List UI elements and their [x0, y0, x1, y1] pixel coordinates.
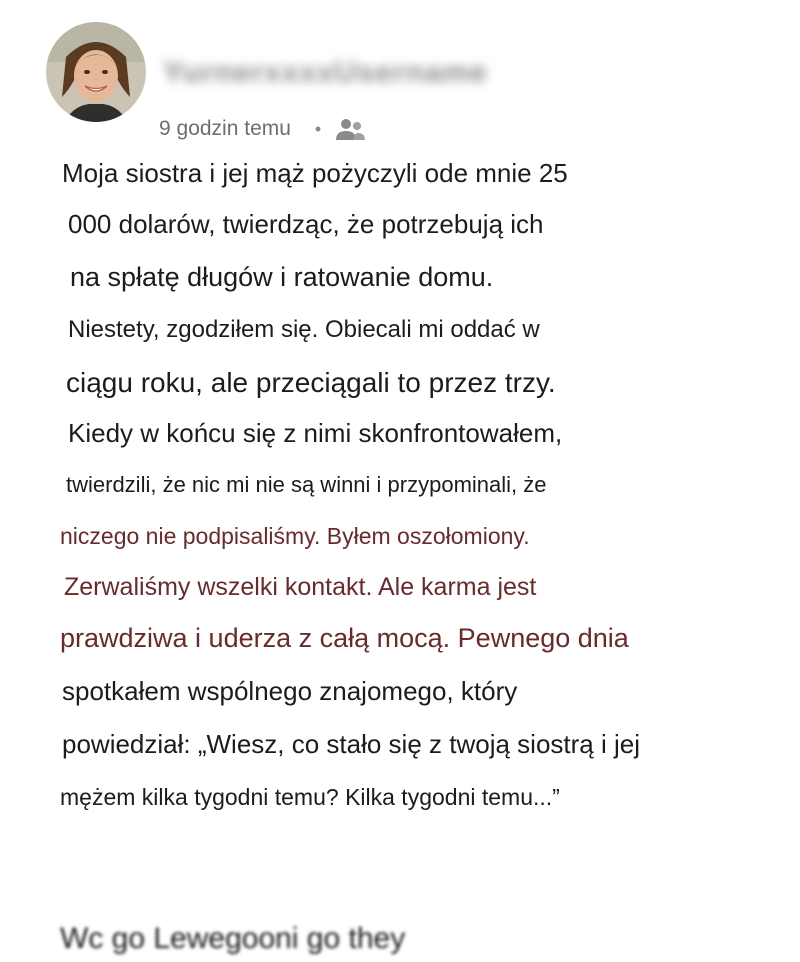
timestamp: 9 godzin temu	[159, 117, 291, 140]
post-body-line: spotkałem wspólnego znajomego, który	[62, 676, 518, 706]
meta-separator: •	[314, 118, 322, 139]
post-body-line: ciągu roku, ale przeciągali to przez trzy.	[66, 367, 556, 398]
post-body-line: Moja siostra i jej mąż pożyczyli ode mnie 25	[62, 158, 568, 188]
post-body-line: Niestety, zgodziłem się. Obiecali mi oddać w	[68, 316, 540, 343]
post-body-line: mężem kilka tygodni temu? Kilka tygodni temu...”	[60, 784, 560, 810]
blurred-footer-text: Wc go Lewegooni go they	[60, 922, 406, 955]
post-body-line: powiedział: „Wiesz, co stało się z twoją siostrą i jej	[62, 729, 640, 759]
post-body-line: 000 dolarów, twierdząc, że potrzebują ich	[68, 209, 544, 239]
people-icon	[333, 116, 367, 142]
post-body-line: na spłatę długów i ratowanie domu.	[70, 262, 494, 292]
post-body-line: niczego nie podpisaliśmy. Byłem oszołomiony.	[60, 523, 530, 549]
avatar-photo	[46, 22, 146, 122]
post-body-line: prawdziwa i uderza z całą mocą. Pewnego dnia	[60, 623, 629, 653]
avatar[interactable]	[46, 22, 146, 122]
post-body-line: Zerwaliśmy wszelki kontakt. Ale karma jest	[64, 573, 537, 601]
username[interactable]: YurnerxxxxUsername	[163, 56, 488, 89]
post-meta	[159, 115, 367, 143]
post-body-line: twierdzili, że nic mi nie są winni i przypominali, że	[66, 472, 547, 497]
post-body-line: Kiedy w końcu się z nimi skonfrontowałem,	[68, 418, 563, 448]
